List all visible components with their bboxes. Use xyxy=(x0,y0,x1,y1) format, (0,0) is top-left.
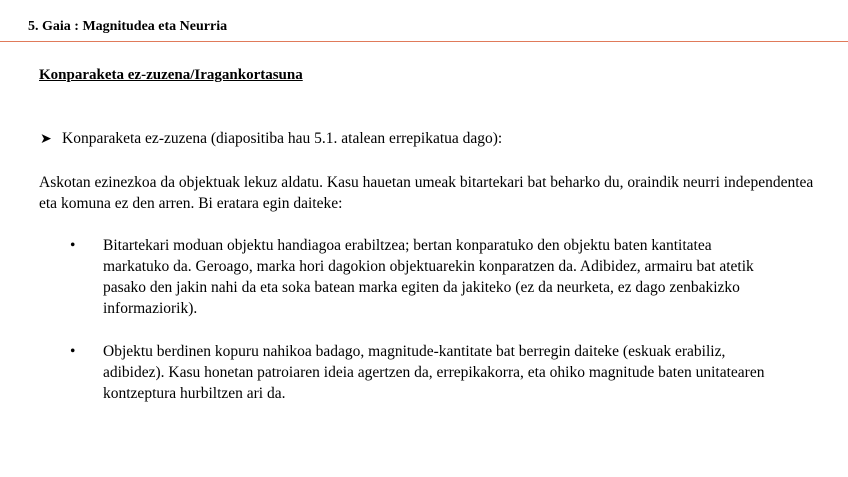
header-divider xyxy=(0,41,848,42)
bullet-marker: • xyxy=(70,237,76,254)
arrow-right-icon: ➤ xyxy=(40,132,52,147)
section-title: Konparaketa ez-zuzena/Iragankortasuna xyxy=(39,67,303,83)
bullet-item xyxy=(70,341,770,404)
arrow-item-text: Konparaketa ez-zuzena (diapositiba hau 5.1. atalean errepikatua dago): xyxy=(62,130,503,147)
bullet-text: Objektu berdinen kopuru nahikoa badago, magnitude-kantitate bat berregin daiteke (eskuak erabiliz, adibidez). Kasu honetan patroiaren ideia agertzen da, errepikakorra, eta ohiko magnitude baten unitatearen kontzeptura hurbiltzen ari da. xyxy=(103,343,765,402)
intro-paragraph: Askotan ezinezkoa da objektuak lekuz aldatu. Kasu hauetan umeak bitartekari bat beharko du, oraindik neurri independentea eta komuna ez den arren. Bi eratara egin daiteke: xyxy=(39,174,814,212)
bullet-text: Bitartekari moduan objektu handiagoa erabiltzea; bertan konparatuko den objektu baten kantitatea markatuko da. Geroago, marka hori dagokion objektuarekin konparatzen da. Adibidez, armairu bat atetik pasako den jakin nahi da eta soka batean marka egiten da jakiteko (ez da neurketa, ez dago zenbakizko informaziorik). xyxy=(103,237,754,317)
slide-header-title: 5. Gaia : Magnitudea eta Neurria xyxy=(28,19,228,34)
bullet-marker: • xyxy=(70,343,76,360)
bullet-item xyxy=(70,235,770,319)
arrow-list-item xyxy=(40,130,502,148)
